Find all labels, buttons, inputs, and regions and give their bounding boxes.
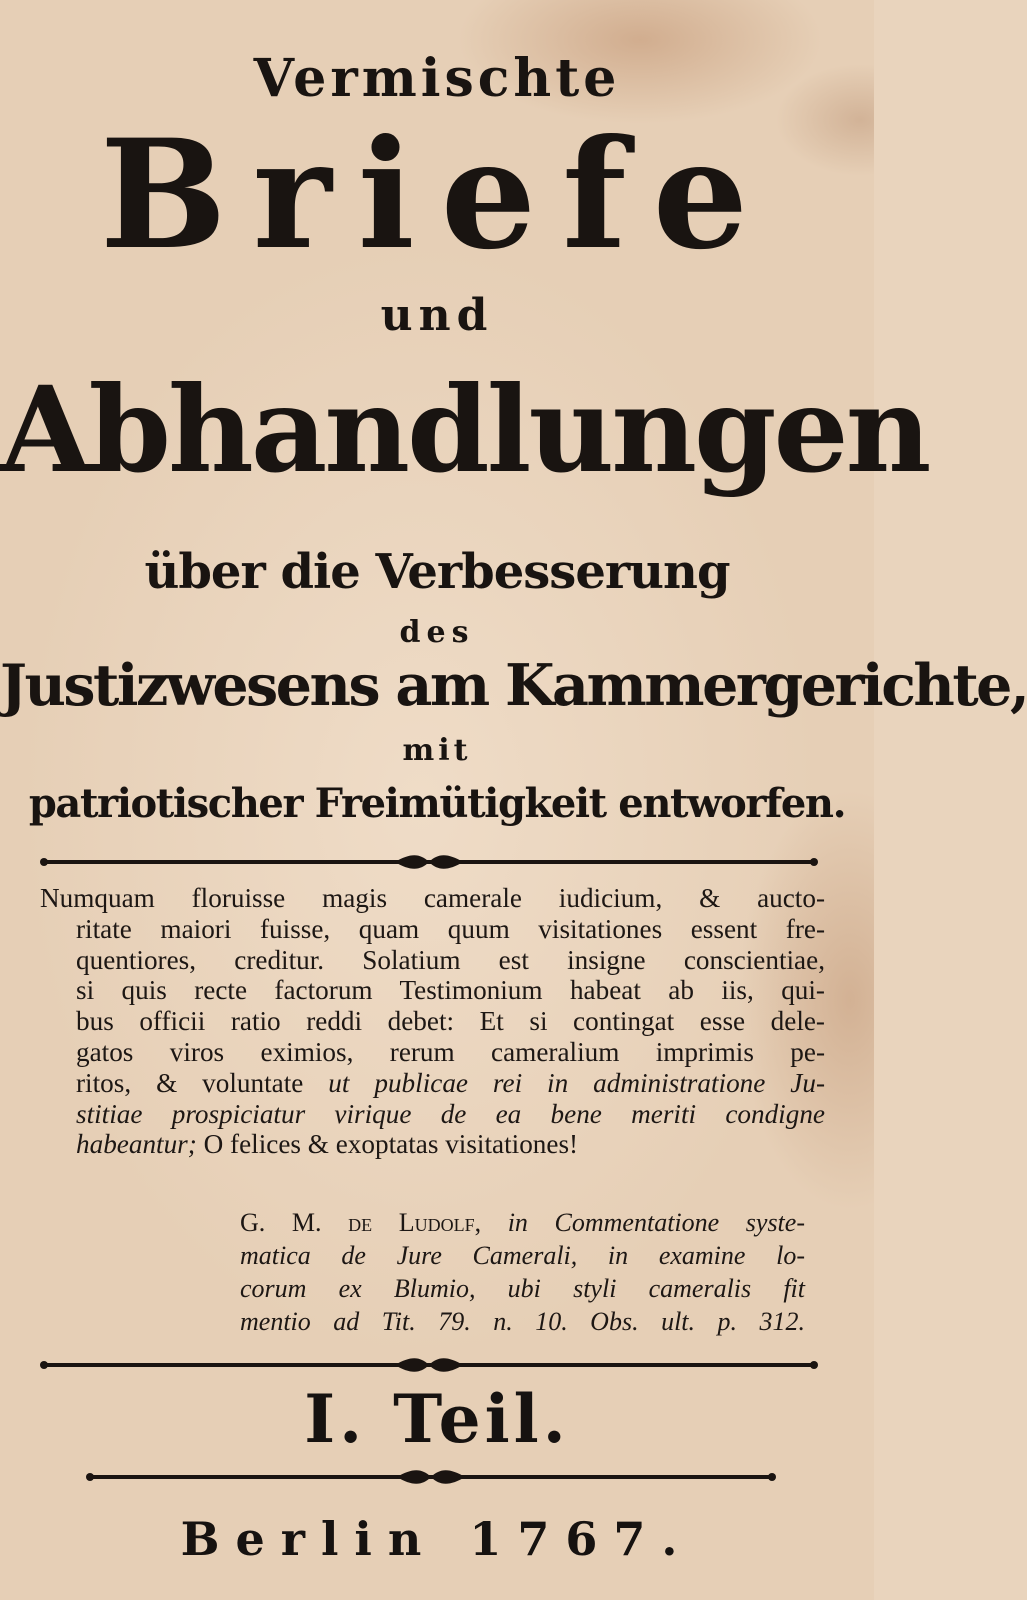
epigraph-line: bus officii ratio reddi debet: Et si contingat esse dele- bbox=[76, 1006, 825, 1037]
title-line-freimuetigkeit: patriotischer Freimütigkeit entworfen. bbox=[28, 780, 846, 827]
title-line-mit: mit bbox=[402, 733, 472, 768]
title-line-briefe: Briefe bbox=[99, 107, 775, 283]
epigraph-line-italic: habeantur; bbox=[76, 1129, 197, 1160]
title-line-justizwesens: Justizwesens am Kammergerichte, bbox=[0, 652, 1027, 719]
epigraph-line-italic: ut publicae rei in administratione Ju- bbox=[328, 1067, 825, 1098]
imprint: Berlin 1767. bbox=[180, 1512, 694, 1566]
epigraph-line: Numquam floruisse magis camerale iudicium, & aucto- bbox=[40, 883, 825, 913]
ornamental-rule-bottom bbox=[86, 1468, 776, 1486]
attribution-line: mentio ad Tit. 79. n. 10. Obs. ult. p. 312. bbox=[240, 1307, 805, 1336]
epigraph-line-roman: O felices & exoptatas visitationes! bbox=[196, 1129, 579, 1160]
epigraph bbox=[40, 883, 825, 1160]
attribution-author: G. M. de Ludolf, bbox=[240, 1208, 482, 1237]
epigraph-line: ritate maiori fuisse, quam quum visitationes essent fre- bbox=[76, 913, 825, 944]
title-line-und: und bbox=[380, 290, 494, 341]
epigraph-line: quentiores, creditur. Solatium est insigne conscientiae, bbox=[76, 944, 825, 975]
attribution-text: in Commentatione syste- bbox=[481, 1208, 805, 1237]
epigraph-line-roman: ritos, & voluntate bbox=[76, 1067, 329, 1098]
attribution-line: matica de Jure Camerali, in examine lo- bbox=[240, 1241, 805, 1270]
epigraph-line: gatos viros eximios, rerum cameralium imprimis pe- bbox=[76, 1036, 825, 1067]
attribution-line: corum ex Blumio, ubi styli cameralis fit bbox=[240, 1274, 805, 1303]
attribution-line bbox=[240, 1206, 805, 1239]
ornamental-rule-middle bbox=[40, 1356, 818, 1374]
epigraph-line bbox=[40, 1068, 825, 1099]
title-line-abhandlungen: Abhandlungen bbox=[0, 360, 929, 499]
epigraph-line bbox=[40, 1129, 825, 1160]
ornamental-rule-top bbox=[40, 853, 818, 871]
epigraph-line: si quis recte factorum Testimonium habeat ab iis, qui- bbox=[76, 975, 825, 1006]
title-line-vermischte: Vermischte bbox=[253, 48, 621, 109]
title-line-verbesserung: über die Verbesserung bbox=[144, 544, 730, 600]
epigraph-line: stitiae prospiciatur virique de ea bene meriti condigne bbox=[76, 1098, 825, 1129]
title-line-des: des bbox=[399, 615, 475, 650]
attribution bbox=[240, 1206, 805, 1338]
part-number: I. Teil. bbox=[304, 1380, 570, 1458]
